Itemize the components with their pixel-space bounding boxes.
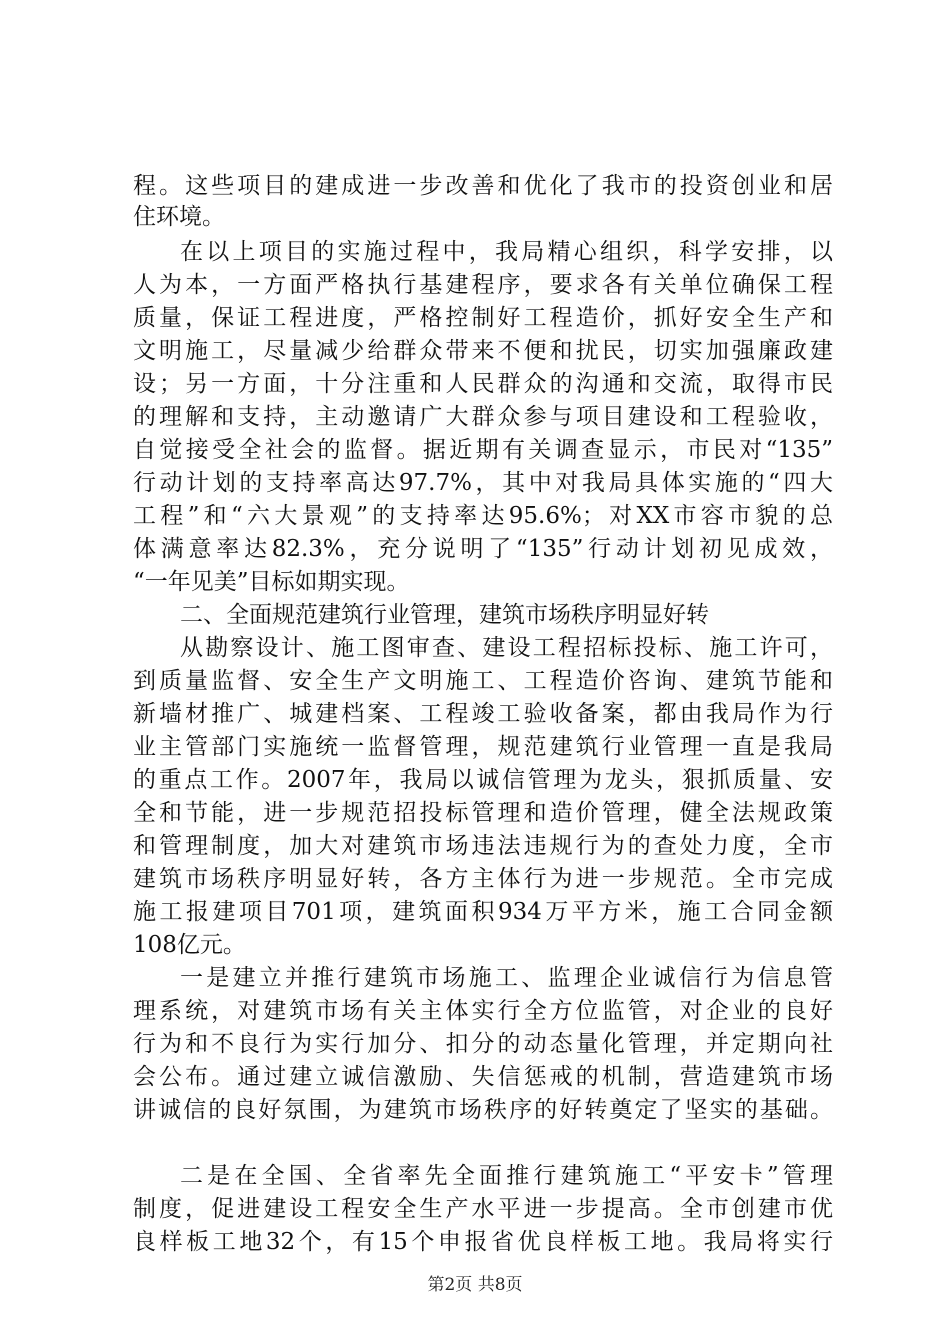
text-line: 的理解和支持，主动邀请广大群众参与项目建设和工程验收， [133,404,833,430]
text-line: 质量，保证工程进度，严格控制好工程造价，抓好安全生产和 [133,305,833,331]
text-line: 行动计划的支持率高达97.7%，其中对我局具体实施的“四大 [133,470,833,496]
text-line: 行为和不良行为实行加分、扣分的动态量化管理，并定期向社 [133,1031,833,1057]
page-number-footer: 第2页 共8页 [427,1275,523,1295]
text-line: 体满意率达82.3%，充分说明了“135”行动计划初见成效， [133,536,833,562]
text-line: 文明施工，尽量减少给群众带来不便和扰民，切实加强廉政建 [133,338,833,364]
text-line: 到质量监督、安全生产文明施工、工程造价咨询、建筑节能和 [133,668,833,694]
text-line: 108亿元。 [133,932,246,958]
text-line: 人为本，一方面严格执行基建程序，要求各有关单位确保工程 [133,272,833,298]
text-line: 和管理制度，加大对建筑市场违法违规行为的查处力度，全市 [133,833,833,859]
text-line: 会公布。通过建立诚信激励、失信惩戒的机制，营造建筑市场 [133,1064,833,1090]
paragraph-start-line: 在以上项目的实施过程中，我局精心组织，科学安排，以 [180,239,833,265]
text-line: 建筑市场秩序明显好转，各方主体行为进一步规范。全市完成 [133,866,833,892]
paragraph-start-line: 从勘察设计、施工图审查、建设工程招标投标、施工许可， [180,635,833,661]
text-line: 工程”和“六大景观”的支持率达95.6%；对XX市容市貌的总 [133,503,833,529]
text-line: 设；另一方面，十分注重和人民群众的沟通和交流，取得市民 [133,371,833,397]
section-heading: 二、全面规范建筑行业管理，建筑市场秩序明显好转 [180,602,709,628]
text-line: 理系统，对建筑市场有关主体实行全方位监管，对企业的良好 [133,998,833,1024]
text-line: 制度，促进建设工程安全生产水平进一步提高。全市创建市优 [133,1196,833,1222]
text-line: 新墙材推广、城建档案、工程竣工验收备案，都由我局作为行 [133,701,833,727]
text-line: 讲诚信的良好氛围，为建筑市场秩序的好转奠定了坚实的基础。 [133,1097,833,1123]
text-line: “一年见美”目标如期实现。 [133,569,410,595]
text-line: 良样板工地32个，有15个申报省优良样板工地。我局将实行 [133,1229,833,1255]
text-line: 的重点工作。2007年，我局以诚信管理为龙头，狠抓质量、安 [133,767,833,793]
text-line: 业主管部门实施统一监督管理，规范建筑行业管理一直是我局 [133,734,833,760]
text-line: 程。这些项目的建成进一步改善和优化了我市的投资创业和居 [133,173,833,199]
text-line: 全和节能，进一步规范招投标管理和造价管理，健全法规政策 [133,800,833,826]
text-line: 自觉接受全社会的监督。据近期有关调查显示，市民对“135” [133,437,833,463]
text-line: 施工报建项目701项，建筑面积934万平方米，施工合同金额 [133,899,833,925]
text-line: 住环境。 [133,204,225,230]
paragraph-start-line: 一是建立并推行建筑市场施工、监理企业诚信行为信息管 [180,965,833,991]
paragraph-start-line: 二是在全国、全省率先全面推行建筑施工“平安卡”管理 [180,1163,833,1189]
